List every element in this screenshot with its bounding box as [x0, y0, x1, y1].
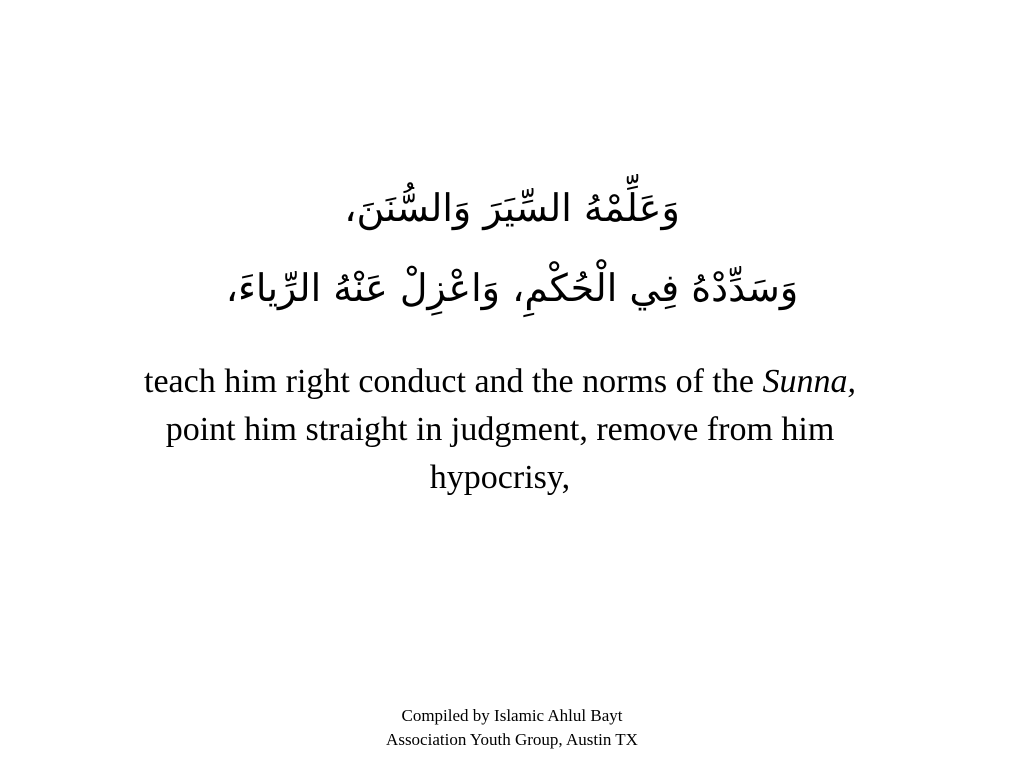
- translation-text-2: point him straight in judgment, remove from him: [165, 411, 835, 448]
- translation-text-1: teach him right conduct and the norms of the: [144, 363, 763, 400]
- translation-emphasis: Sunna,: [762, 363, 856, 400]
- arabic-line-1: وَعَلِّمْهُ السِّيَرَ وَالسُّنَنَ،: [344, 186, 680, 230]
- footer-line-2: Association Youth Group, Austin TX: [386, 730, 638, 749]
- arabic-verse: [0, 168, 1024, 328]
- footer-line-1: Compiled by Islamic Ahlul Bayt: [401, 706, 623, 725]
- english-translation: [60, 358, 940, 502]
- footer-credit: [312, 704, 712, 752]
- translation-text-3: hypocrisy,: [429, 459, 571, 496]
- arabic-line-2: وَسَدِّدْهُ فِي الْحُكْمِ، وَاعْزِلْ عَنْهُ الرِّياءَ،: [225, 266, 799, 310]
